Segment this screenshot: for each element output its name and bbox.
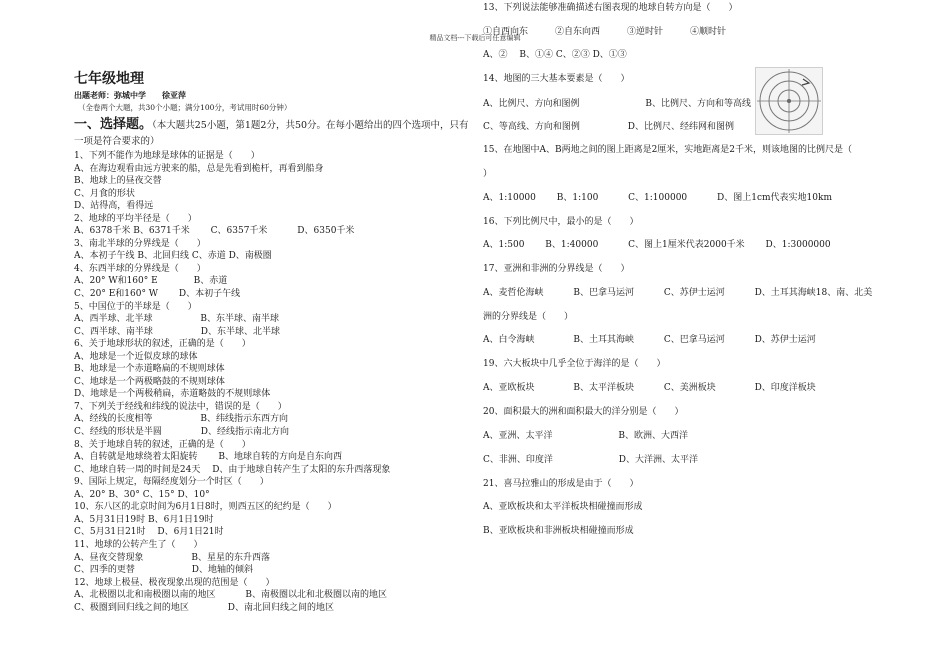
question-line: D、站得高，看得远 [74,201,154,212]
section-text: （本大题共25小题，第1题2分，共50分。在每小题给出的四个选项中，只有一项是符合要求的） [74,120,469,147]
question-line: 14、地图的三大基本要素是（ ） [483,74,630,84]
question-line: ） [483,169,493,179]
question-line: 17、亚洲和非洲的分界线是（ ） [483,264,630,274]
question-line: 15、在地图中A、B两地之间的图上距离是2厘米，实地距离是2千米，则该地图的比例尺是（ [483,145,853,155]
question-line: 13、下列说法能够准确描述右图表现的地球自转方向是（ ） [483,3,738,13]
question-line: C、5月31日21时 D、6月1日21时 [74,527,224,538]
question-line: 7、下列关于经线和纬线的说法中，错误的是（ ） [74,401,287,412]
question-line: A、本初子午线 B、北回归线 C、赤道 D、南极圈 [74,251,272,262]
question-line: A、比例尺、方向和图例 B、比例尺、方向和等高线 [483,99,751,109]
question-line: C、月食的形状 [74,188,135,199]
question-line: C、非洲、印度洋 D、大洋洲、太平洋 [483,455,698,465]
question-line: A、昼夜交替现象 B、星星的东升西落 [74,552,270,563]
question-line: A、6378千米 B、6371千米 C、6357千米 D、6350千米 [74,226,355,237]
left-column-questions [74,150,469,614]
question-line: A、② B、①④ C、②③ D、①③ [483,50,627,60]
question-line: A、地球是一个近似皮球的球体 [74,351,198,362]
question-line: 2、地球的平均半径是（ ） [74,213,197,224]
question-line: 10、东八区的北京时间为6月1日8时，则西五区的纪约是（ ） [74,502,337,513]
question-line: C、地球自转一周的时间是24天 D、由于地球自转产生了太阳的东升西落现象 [74,464,391,475]
exam-note: （全卷两个大题，共30个小题；满分100分，考试用时60分钟） [78,103,292,112]
question-line: C、四季的更替 D、地轴的倾斜 [74,565,253,576]
question-line: C、西半球、南半球 D、东半球、北半球 [74,326,280,337]
question-line: 19、六大板块中几乎全位于海洋的是（ ） [483,359,666,369]
question-line: 洲的分界线是（ ） [483,312,574,322]
question-line: C、等高线、方向和图例 D、比例尺、经纬网和图例 [483,122,734,132]
question-line: A、经线的长度相等 B、纬线指示东西方向 [74,414,288,425]
question-line: B、亚欧板块和非洲板块相碰撞而形成 [483,526,634,536]
question-line: A、白令海峡 B、土耳其海峡 C、巴拿马运河 D、苏伊士运河 [483,335,816,345]
question-line: A、西半球、北半球 B、东半球、南半球 [74,314,279,325]
question-line: A、在海边观看由远方驶来的船，总是先看到桅杆，再看到船身 [74,163,324,174]
question-line: 8、关于地球自转的叙述，正确的是（ ） [74,439,251,450]
question-line: 16、下列比例尺中，最小的是（ ） [483,217,639,227]
question-line: A、20° W和160° E B、赤道 [74,276,228,287]
question-line: 3、南北半球的分界线是（ ） [74,238,206,249]
question-line: B、地球上的昼夜交替 [74,176,162,187]
section-intro [74,117,469,150]
question-line: A、1:500 B、1:40000 C、图上1厘米代表2000千米 D、1:3000000 [483,240,831,250]
question-line: A、5月31日19时 B、6月1日19时 [74,514,214,525]
question-line: C、地球是一个两极略鼓的不规则球体 [74,376,225,387]
question-line: ①自西向东 ②自东向西 ③逆时针 ④顺时针 [483,27,727,37]
question-line: A、亚洲、太平洋 B、欧洲、大西洋 [483,431,688,441]
question-line: 9、国际上规定，每隔经度划分一个时区（ ） [74,477,269,488]
question-line: 12、地球上极昼、极夜现象出现的范围是（ ） [74,577,275,588]
question-line: C、极圈到回归线之间的地区 D、南北回归线之间的地区 [74,602,334,613]
page-header: 精品文档---下载后可任意编辑 [429,34,521,42]
section-heading: 一、选择题。 [74,117,153,132]
question-line: A、20° B、30° C、15° D、10° [74,489,210,500]
page-title: 七年级地理 [74,71,144,87]
question-line: 21、喜马拉雅山的形成是由于（ ） [483,479,639,489]
question-line: A、亚欧板块 B、太平洋板块 C、美洲板块 D、印度洋板块 [483,383,816,393]
question-line: 20、面积最大的洲和面积最大的洋分别是（ ） [483,407,684,417]
question-line: 4、东西半球的分界线是（ ） [74,263,206,274]
question-line: 6、关于地球形状的叙述，正确的是（ ） [74,339,251,350]
question-line: A、亚欧板块和太平洋板块相碰撞而形成 [483,502,643,512]
question-line: A、北极圈以北和南极圈以南的地区 B、南极圈以北和北极圈以南的地区 [74,590,387,601]
question-line: B、地球是一个赤道略扁的不规则球体 [74,364,225,375]
question-line: C、经线的形状是半圆 D、经线指示南北方向 [74,427,289,438]
question-line: D、地球是一个两极稍扁，赤道略鼓的不规则球体 [74,389,271,400]
question-line: 5、中国位于的半球是（ ） [74,301,197,312]
question-line: A、自转就是地球绕着太阳旋转 B、地球自转的方向是自东向西 [74,452,342,463]
question-line: C、20° E和160° W D、本初子午线 [74,289,241,300]
question-line: A、1:10000 B、1:100 C、1:100000 D、图上1cm代表实地10km [483,193,832,203]
question-line: 1、下列不能作为地球是球体的证据是（ ） [74,151,260,161]
question-line: 11、地球的公转产生了（ ） [74,539,203,550]
question-line: A、麦哲伦海峡 B、巴拿马运河 C、苏伊士运河 D、土耳其海峡18、南、北美 [483,288,873,298]
author-line: 出题老师：弥城中学 徐亚萍 [74,90,186,100]
globe-rotation-diagram-icon [755,67,823,135]
